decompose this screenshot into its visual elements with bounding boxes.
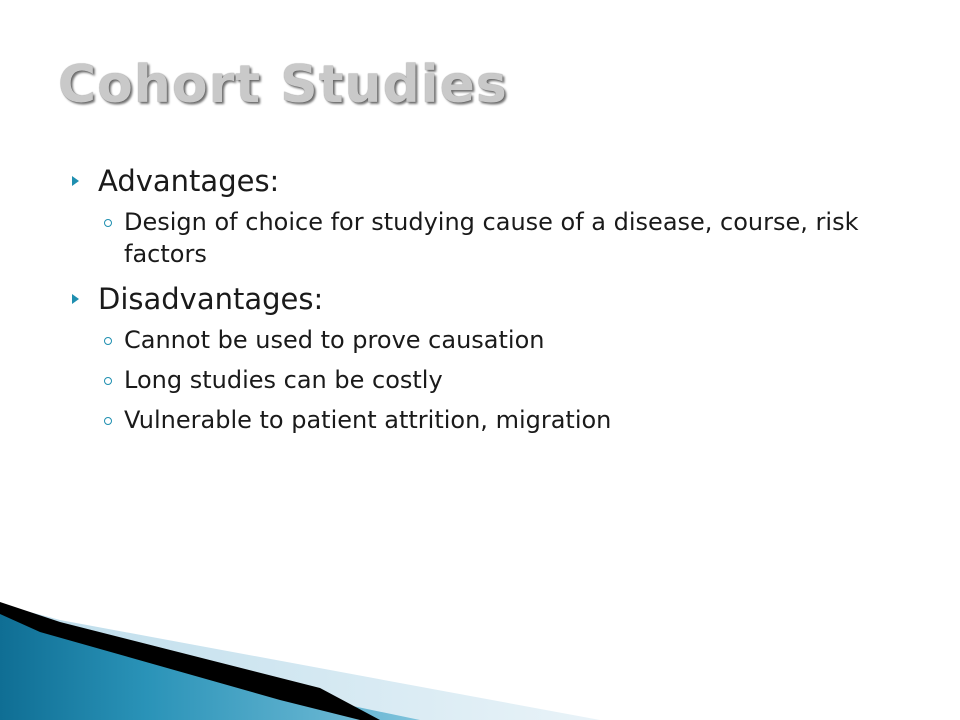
ring-bullet-icon [104,417,112,425]
list-item-text: Design of choice for studying cause of a disease, course, risk factors [124,208,859,268]
triangle-arrow-icon [72,176,79,186]
slide-title: Cohort Studies [58,55,508,115]
list-item-text: Long studies can be costly [124,366,443,394]
section-heading-text: Disadvantages: [98,282,324,316]
list-item [70,206,890,270]
decorative-swoosh [0,600,960,720]
ring-bullet-icon [104,337,112,345]
slide-content [70,160,890,444]
list-item [70,324,890,356]
list-item [70,364,890,396]
section-heading-text: Advantages: [98,164,280,198]
advantages-list [70,206,890,270]
list-item [70,404,890,436]
list-item-text: Vulnerable to patient attrition, migration [124,406,612,434]
list-item-text: Cannot be used to prove causation [124,326,545,354]
disadvantages-list [70,324,890,436]
ring-bullet-icon [104,377,112,385]
section-heading-disadvantages [70,278,890,320]
section-heading-advantages [70,160,890,202]
triangle-arrow-icon [72,294,79,304]
ring-bullet-icon [104,219,112,227]
